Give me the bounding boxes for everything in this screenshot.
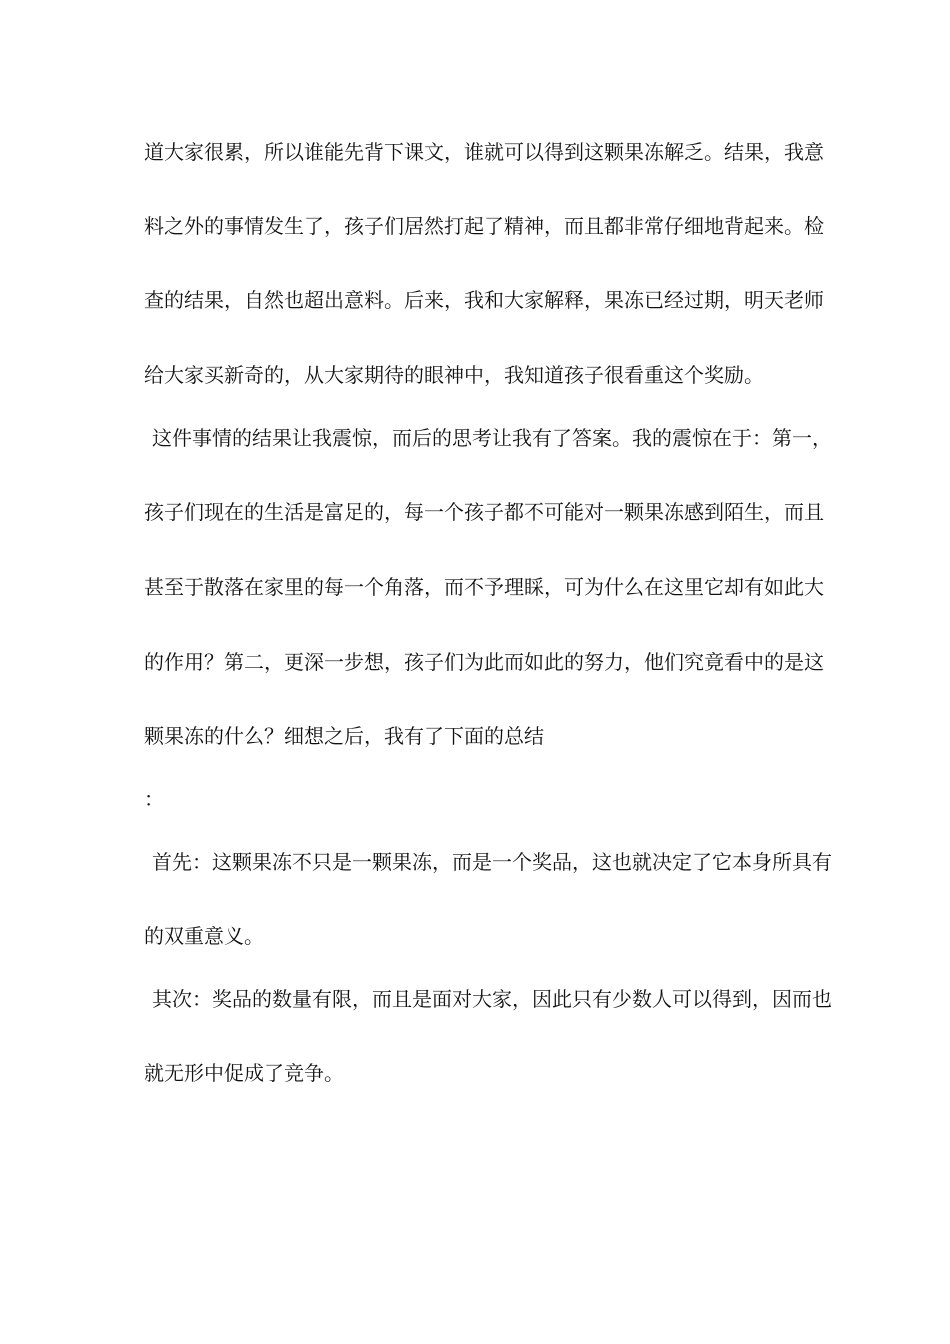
text-line: 查的结果，自然也超出意料。后来，我和大家解释，果冻已经过期，明天老师 [144,288,824,312]
text-line: 道大家很累，所以谁能先背下课文，谁就可以得到这颗果冻解乏。结果，我意 [144,140,824,164]
text-line: 甚至于散落在家里的每一个角落，而不予理睬，可为什么在这里它却有如此大 [144,575,824,599]
text-line: ： [144,787,164,811]
text-line: 颗果冻的什么？细想之后，我有了下面的总结 [144,724,544,748]
text-line: 就无形中促成了竞争。 [144,1061,344,1085]
text-line: 的双重意义。 [144,924,264,948]
text-line: 料之外的事情发生了，孩子们居然打起了精神，而且都非常仔细地背起来。检 [144,214,824,238]
text-line: 的作用？第二，更深一步想，孩子们为此而如此的努力，他们究竟看中的是这 [144,650,824,674]
text-line: 给大家买新奇的，从大家期待的眼神中，我知道孩子很看重这个奖励。 [144,363,764,387]
paragraph-first-line: 其次：奖品的数量有限，而且是面对大家，因此只有少数人可以得到，因而也 [152,987,832,1011]
text-line: 孩子们现在的生活是富足的，每一个孩子都不可能对一颗果冻感到陌生，而且 [144,500,824,524]
paragraph-first-line: 这件事情的结果让我震惊，而后的思考让我有了答案。我的震惊在于：第一， [152,426,832,450]
paragraph-first-line: 首先：这颗果冻不只是一颗果冻，而是一个奖品，这也就决定了它本身所具有 [152,850,832,874]
